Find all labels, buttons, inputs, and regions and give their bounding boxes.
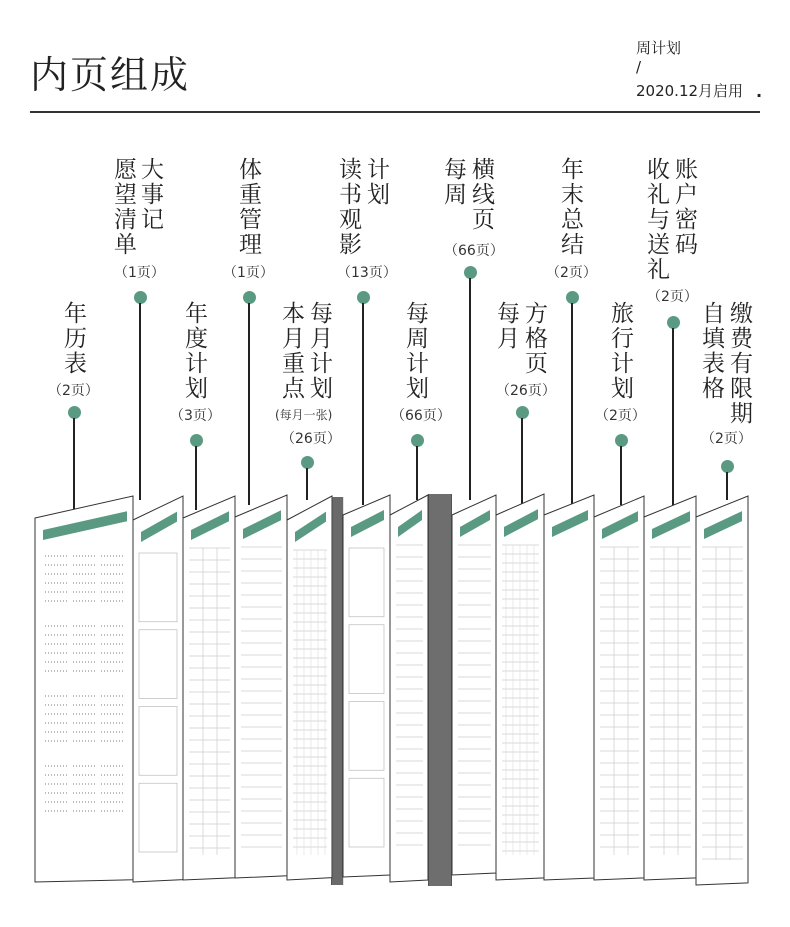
section-label-year-end: 年 末 总 结 <box>561 157 584 258</box>
planner-page <box>544 495 594 880</box>
subtitle-weekly-plan: 周计划 <box>636 39 682 57</box>
planner-page <box>644 496 696 880</box>
section-label-reading-plan: 计 划 <box>367 157 390 208</box>
page-count-monthly-plan: （26页） <box>281 431 341 447</box>
section-label2-reading-plan: 读 书 观 影 <box>339 157 362 258</box>
section-label-payment-deadline: 缴 费 有 限 期 <box>730 301 753 427</box>
planner-page <box>452 495 496 875</box>
section-label-annual-plan: 年 度 计 划 <box>185 301 208 402</box>
page-count-travel-plan: （2页） <box>595 408 646 424</box>
subtitle-start-date: 2020.12月启用 <box>636 82 744 100</box>
page-count-monthly-grid: （26页） <box>496 383 556 399</box>
page-count-year-end: （2页） <box>546 265 597 281</box>
page-title: 内页组成 <box>30 53 191 97</box>
planner-page <box>183 496 235 880</box>
section-label-weekly-lined: 横 线 页 <box>472 157 495 233</box>
subtitle-slash: / <box>636 58 642 76</box>
subtitle-period: . <box>756 82 763 101</box>
page-count-payment-deadline: （2页） <box>701 431 752 447</box>
page-count-weekly-lined: （66页） <box>444 243 504 259</box>
page-count-year-calendar: （2页） <box>48 383 99 399</box>
section-label2-weekly-lined: 每 周 <box>444 157 467 208</box>
planner-page <box>594 496 644 880</box>
page-count-reading-plan: （13页） <box>337 265 397 281</box>
planner-page <box>343 495 390 877</box>
section-label-monthly-plan: 每 月 计 划 <box>310 301 333 402</box>
planner-page <box>390 495 428 882</box>
section-label-weekly-plan: 每 周 计 划 <box>406 301 429 402</box>
section-label2-wishlist-events: 愿 望 清 单 <box>114 157 137 258</box>
planner-page <box>235 495 287 878</box>
section-label-year-calendar: 年 历 表 <box>64 301 87 377</box>
section-label-wishlist-events: 大 事 记 <box>141 157 164 233</box>
page-count-accounts: （2页） <box>647 289 698 305</box>
page-count-weekly-plan: （66页） <box>391 408 451 424</box>
page-count-weight-mgmt: （1页） <box>223 265 274 281</box>
section-label2-monthly-grid: 每 月 <box>497 301 520 352</box>
page-count-annual-plan: （3页） <box>170 408 221 424</box>
section-label2-payment-deadline: 自 填 表 格 <box>702 301 725 402</box>
page-count-wishlist-events: （1页） <box>114 265 165 281</box>
section-label2-monthly-plan: 本 月 重 点 <box>282 301 305 402</box>
note-monthly-plan: (每月一张) <box>275 408 333 422</box>
section-label-accounts: 账 户 密 码 <box>675 157 698 258</box>
planner-page <box>696 496 748 885</box>
section-label-travel-plan: 旅 行 计 划 <box>611 301 634 402</box>
section-label2-accounts: 收 礼 与 送 礼 <box>647 157 670 283</box>
section-label-weight-mgmt: 体 重 管 理 <box>239 157 262 258</box>
planner-page <box>35 496 133 882</box>
planner-page <box>133 496 183 882</box>
section-label-monthly-grid: 方 格 页 <box>525 301 548 377</box>
